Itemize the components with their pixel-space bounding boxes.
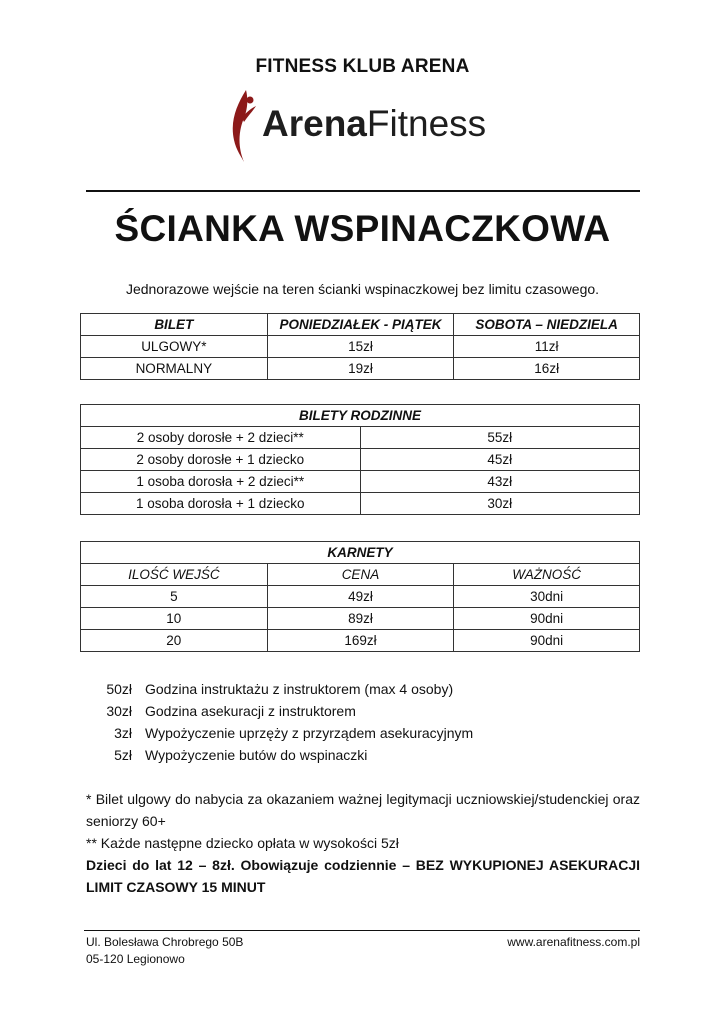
table-cell: 10 <box>81 608 268 630</box>
service-price: 3zł <box>114 725 132 741</box>
service-price: 30zł <box>106 703 132 719</box>
table-cell: 49zł <box>267 586 454 608</box>
address-line: 05-120 Legionowo <box>86 952 185 966</box>
footnote-discount: * Bilet ulgowy do nabycia za okazaniem ważnej legitymacji uczniowskiej/studenckiej oraz seniorzy 60+ <box>86 791 640 829</box>
table-cell: 30zł <box>360 493 639 515</box>
page-subtitle: Jednorazowe wejście na teren ścianki wspinaczkowej bez limitu czasowego. <box>125 281 600 297</box>
table-header-cell: SOBOTA – NIEDZIELA <box>454 314 640 336</box>
table-cell: 43zł <box>360 471 639 493</box>
club-name: FITNESS KLUB ARENA <box>255 56 470 77</box>
services-list <box>90 678 473 766</box>
table-cell: 89zł <box>267 608 454 630</box>
table-header-row <box>81 405 640 427</box>
table-row <box>81 586 640 608</box>
table-cell: 90dni <box>454 608 640 630</box>
footnote-kids-rule: Dzieci do lat 12 – 8zł. Obowiązuje codziennie – BEZ WYKUPIONEJ ASEKURACJI LIMIT CZASOWY 15 MINUT <box>86 857 640 895</box>
table-cell: 2 osoby dorosłe + 2 dzieci** <box>81 427 361 449</box>
footer-divider <box>84 930 640 931</box>
table-cell: 5 <box>81 586 268 608</box>
address-line: Ul. Bolesława Chrobrego 50B <box>86 935 244 949</box>
table-header-cell: CENA <box>267 564 454 586</box>
table-cell: 90dni <box>454 630 640 652</box>
table-header-row <box>81 314 640 336</box>
table-row <box>81 427 640 449</box>
table-cell: 1 osoba dorosła + 2 dzieci** <box>81 471 361 493</box>
table-row <box>81 493 640 515</box>
service-description: Godzina instruktażu z instruktorem (max 4 osoby) <box>145 681 454 697</box>
service-price: 50zł <box>106 681 132 697</box>
service-description: Wypożyczenie butów do wspinaczki <box>145 747 368 763</box>
table-cell: 2 osoby dorosłe + 1 dziecko <box>81 449 361 471</box>
table-cell: 45zł <box>360 449 639 471</box>
table-cell: 30dni <box>454 586 640 608</box>
table-cell: 19zł <box>267 358 454 380</box>
footer-address <box>86 934 243 968</box>
list-item <box>90 678 473 700</box>
arena-fitness-logo <box>228 88 498 164</box>
list-item <box>90 722 473 744</box>
table-row <box>81 449 640 471</box>
table-cell: 169zł <box>267 630 454 652</box>
tickets-table <box>80 313 640 380</box>
service-description: Godzina asekuracji z instruktorem <box>145 703 356 719</box>
family-tickets-table <box>80 404 640 515</box>
table-cell: 16zł <box>454 358 640 380</box>
list-item <box>90 744 473 766</box>
table-header-cell: ILOŚĆ WEJŚĆ <box>81 564 268 586</box>
table-row <box>81 471 640 493</box>
logo-wordmark: ArenaFitness <box>262 103 487 144</box>
table-cell: 15zł <box>267 336 454 358</box>
table-row <box>81 358 640 380</box>
passes-table <box>80 541 640 652</box>
table-header-cell: PONIEDZIAŁEK - PIĄTEK <box>267 314 454 336</box>
page-title: ŚCIANKA WSPINACZKOWA <box>114 208 611 249</box>
table-cell: ULGOWY* <box>81 336 268 358</box>
table-cell: 1 osoba dorosła + 1 dziecko <box>81 493 361 515</box>
service-price: 5zł <box>114 747 132 763</box>
flame-figure-icon <box>228 88 258 164</box>
table-row <box>81 608 640 630</box>
table-cell: 20 <box>81 630 268 652</box>
service-description: Wypożyczenie uprzęży z przyrządem asekuracyjnym <box>145 725 474 741</box>
header-divider <box>86 190 640 192</box>
footer-website[interactable]: www.arenafitness.com.pl <box>507 935 640 949</box>
footnote-child: ** Każde następne dziecko opłata w wysokości 5zł <box>86 835 399 851</box>
table-header-cell: BILET <box>81 314 268 336</box>
table-header-row <box>81 542 640 564</box>
table-title: BILETY RODZINNE <box>81 405 640 427</box>
table-cell: 11zł <box>454 336 640 358</box>
table-cell: 55zł <box>360 427 639 449</box>
table-header-cell: WAŻNOŚĆ <box>454 564 640 586</box>
table-row <box>81 630 640 652</box>
list-item <box>90 700 473 722</box>
table-title: KARNETY <box>81 542 640 564</box>
table-header-row <box>81 564 640 586</box>
table-row <box>81 336 640 358</box>
table-cell: NORMALNY <box>81 358 268 380</box>
footnotes <box>86 788 640 898</box>
